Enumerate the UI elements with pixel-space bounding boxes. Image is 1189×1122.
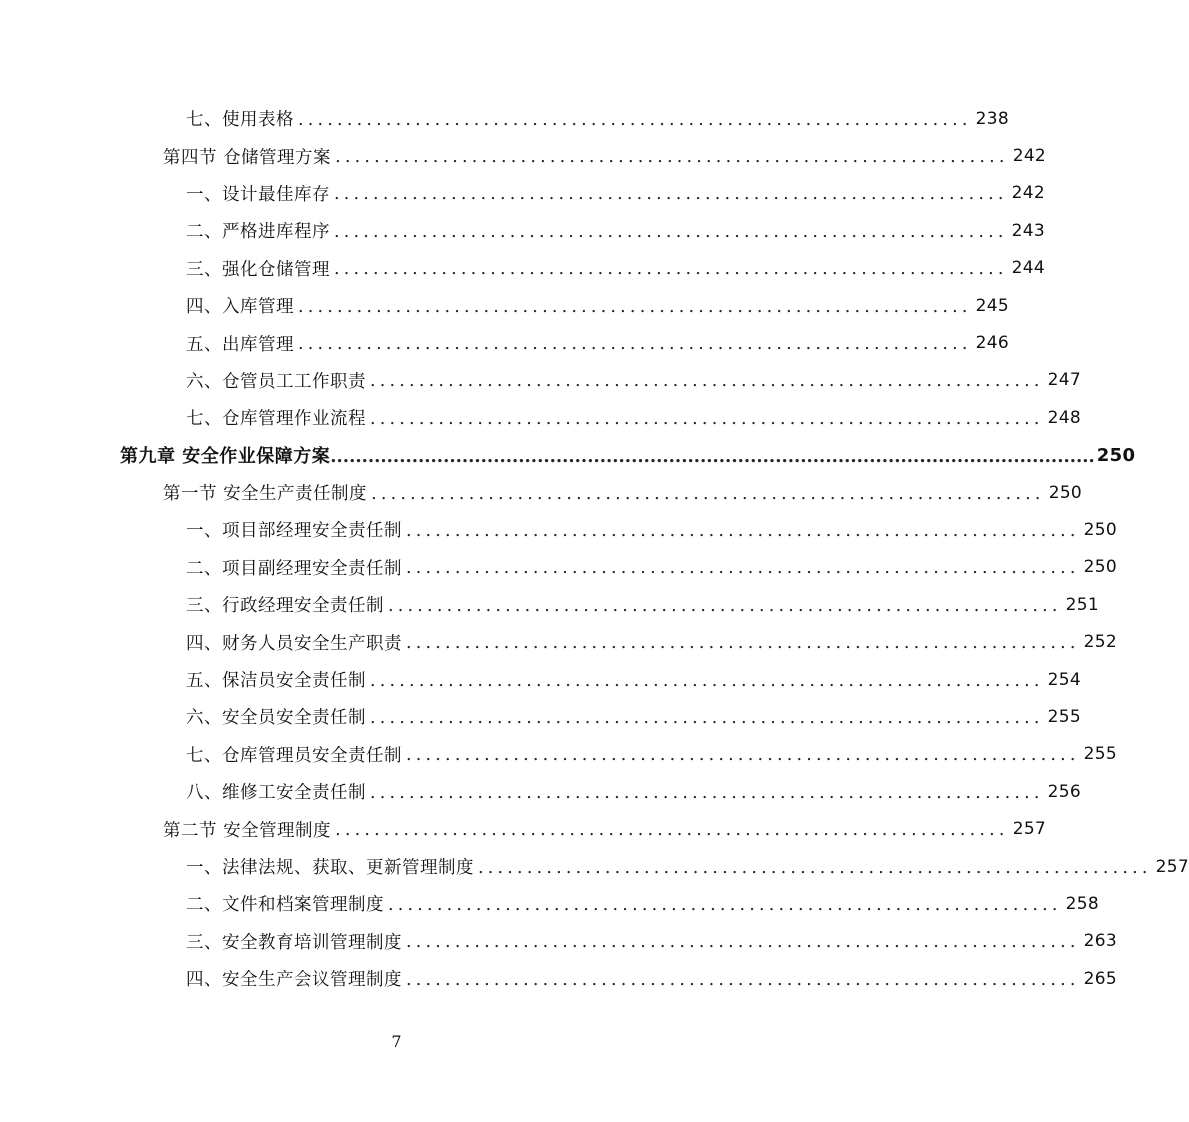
toc-entry-title: 一、设计最佳库存 bbox=[186, 184, 330, 205]
toc-entry-title: 三、行政经理安全责任制 bbox=[186, 596, 384, 617]
toc-entry-title: 一、项目部经理安全责任制 bbox=[186, 521, 402, 542]
toc-entry-title: 六、仓管员工工作职责 bbox=[186, 371, 366, 392]
toc-entry-page: 258 bbox=[1065, 893, 1099, 914]
toc-entry-title: 第九章 安全作业保障方案 bbox=[120, 446, 331, 468]
toc-entry[interactable] bbox=[120, 250, 1045, 287]
toc-entry-page: 238 bbox=[975, 108, 1009, 129]
toc-leader-dots: ..................................................................... bbox=[370, 670, 1044, 691]
toc-entry[interactable] bbox=[120, 549, 1117, 586]
toc-entry-page: 242 bbox=[1012, 146, 1047, 167]
toc-entry[interactable] bbox=[120, 661, 1081, 698]
page-number: 7 bbox=[391, 1032, 402, 1051]
toc-entry-page: 246 bbox=[975, 333, 1009, 354]
toc-entry-page: 265 bbox=[1083, 968, 1117, 989]
toc-entry-title: 第二节 安全管理制度 bbox=[163, 820, 332, 841]
toc-leader-dots: ..................................................................... bbox=[335, 820, 1009, 841]
toc-entry-page: 250 bbox=[1083, 557, 1117, 578]
toc-entry-page: 250 bbox=[1096, 444, 1136, 466]
toc-entry-title: 四、入库管理 bbox=[186, 297, 294, 318]
toc-entry[interactable] bbox=[120, 923, 1117, 960]
toc-leader-dots: ..................................................................... bbox=[478, 857, 1152, 878]
toc-entry-page: 252 bbox=[1083, 632, 1117, 653]
toc-entry-page: 250 bbox=[1048, 482, 1083, 503]
toc-entry-page: 257 bbox=[1012, 819, 1047, 840]
toc-leader-dots: ..................................................................... bbox=[298, 109, 972, 130]
toc-entry-title: 五、出库管理 bbox=[186, 334, 294, 355]
toc-entry[interactable] bbox=[120, 848, 1189, 885]
toc-entry-title: 八、维修工安全责任制 bbox=[186, 783, 366, 804]
toc-entry[interactable] bbox=[120, 736, 1117, 773]
toc-entry[interactable] bbox=[120, 698, 1081, 735]
toc-entry-page: 257 bbox=[1155, 856, 1189, 877]
toc-leader-dots: ..................................................................... bbox=[298, 334, 972, 355]
toc-entry-page: 256 bbox=[1047, 781, 1081, 802]
toc-entry-page: 243 bbox=[1011, 220, 1045, 241]
toc-entry[interactable] bbox=[120, 511, 1117, 548]
toc-entry-title: 四、安全生产会议管理制度 bbox=[186, 970, 402, 991]
toc-entry[interactable] bbox=[120, 773, 1081, 810]
toc-leader-dots: ..................................................................... bbox=[370, 408, 1044, 429]
toc-entry-title: 三、安全教育培训管理制度 bbox=[186, 932, 402, 953]
toc-leader-dots: ..................................................................... bbox=[406, 558, 1080, 579]
toc-leader-dots: ..................................................................... bbox=[370, 707, 1044, 728]
toc-entry-title: 第一节 安全生产责任制度 bbox=[163, 484, 368, 505]
toc-leader-dots: ..................................................................... bbox=[406, 520, 1080, 541]
toc-entry-page: 247 bbox=[1047, 370, 1081, 391]
toc-entry-title: 四、财务人员安全生产职责 bbox=[186, 633, 402, 654]
toc-entry-page: 254 bbox=[1047, 669, 1081, 690]
toc-entry[interactable] bbox=[120, 137, 1047, 174]
toc-leader-dots: .......................................................................................................................... bbox=[330, 445, 1095, 467]
toc-entry[interactable] bbox=[120, 100, 1009, 137]
toc-entry-page: 263 bbox=[1083, 931, 1117, 952]
toc-entry-title: 二、项目副经理安全责任制 bbox=[186, 558, 402, 579]
toc-entry[interactable] bbox=[120, 399, 1081, 436]
toc-chapter-entry[interactable] bbox=[120, 437, 1136, 474]
toc-entry-title: 六、安全员安全责任制 bbox=[186, 708, 366, 729]
toc-entry[interactable] bbox=[120, 885, 1099, 922]
toc-leader-dots: ..................................................................... bbox=[334, 184, 1008, 205]
toc-entry-page: 248 bbox=[1047, 407, 1081, 428]
toc-leader-dots: ..................................................................... bbox=[406, 932, 1080, 953]
toc-entry-page: 255 bbox=[1083, 744, 1117, 765]
toc-entry[interactable] bbox=[120, 623, 1117, 660]
toc-entry-page: 242 bbox=[1011, 183, 1045, 204]
toc-entry[interactable] bbox=[120, 175, 1045, 212]
toc-leader-dots: ..................................................................... bbox=[335, 147, 1009, 168]
toc-entry-page: 251 bbox=[1065, 594, 1099, 615]
toc-entry-title: 二、文件和档案管理制度 bbox=[186, 895, 384, 916]
toc-entry-title: 五、保洁员安全责任制 bbox=[186, 671, 366, 692]
toc-leader-dots: ..................................................................... bbox=[370, 782, 1044, 803]
toc-leader-dots: ..................................................................... bbox=[388, 595, 1062, 616]
toc-entry-page: 244 bbox=[1011, 258, 1045, 279]
toc-entry-title: 一、法律法规、获取、更新管理制度 bbox=[186, 858, 474, 878]
toc-leader-dots: ..................................................................... bbox=[334, 221, 1008, 242]
toc-leader-dots: ..................................................................... bbox=[406, 745, 1080, 766]
toc-leader-dots: ..................................................................... bbox=[406, 969, 1080, 990]
toc-entry-title: 二、严格进库程序 bbox=[186, 222, 330, 243]
toc-leader-dots: ..................................................................... bbox=[298, 296, 972, 317]
toc-entry[interactable] bbox=[120, 287, 1009, 324]
toc-entry[interactable] bbox=[120, 810, 1047, 847]
toc-entry[interactable] bbox=[120, 362, 1081, 399]
toc-entry-title: 七、仓库管理员安全责任制 bbox=[186, 745, 402, 766]
toc-leader-dots: ..................................................................... bbox=[334, 259, 1008, 280]
toc-leader-dots: ..................................................................... bbox=[371, 483, 1045, 504]
toc-entry[interactable] bbox=[120, 960, 1117, 997]
table-of-contents bbox=[120, 100, 1189, 997]
toc-entry[interactable] bbox=[120, 324, 1009, 361]
toc-leader-dots: ..................................................................... bbox=[406, 633, 1080, 654]
toc-entry-page: 255 bbox=[1047, 706, 1081, 727]
toc-entry[interactable] bbox=[120, 212, 1045, 249]
toc-entry-title: 三、强化仓储管理 bbox=[186, 259, 330, 280]
toc-entry-title: 七、仓库管理作业流程 bbox=[186, 409, 366, 430]
toc-entry-title: 第四节 仓储管理方案 bbox=[163, 147, 332, 168]
toc-entry-page: 245 bbox=[975, 295, 1009, 316]
toc-entry-title: 七、使用表格 bbox=[186, 110, 294, 131]
toc-entry-page: 250 bbox=[1083, 519, 1117, 540]
toc-entry[interactable] bbox=[120, 586, 1099, 623]
toc-leader-dots: ..................................................................... bbox=[370, 371, 1044, 392]
toc-entry[interactable] bbox=[120, 474, 1083, 511]
toc-leader-dots: ..................................................................... bbox=[388, 894, 1062, 915]
